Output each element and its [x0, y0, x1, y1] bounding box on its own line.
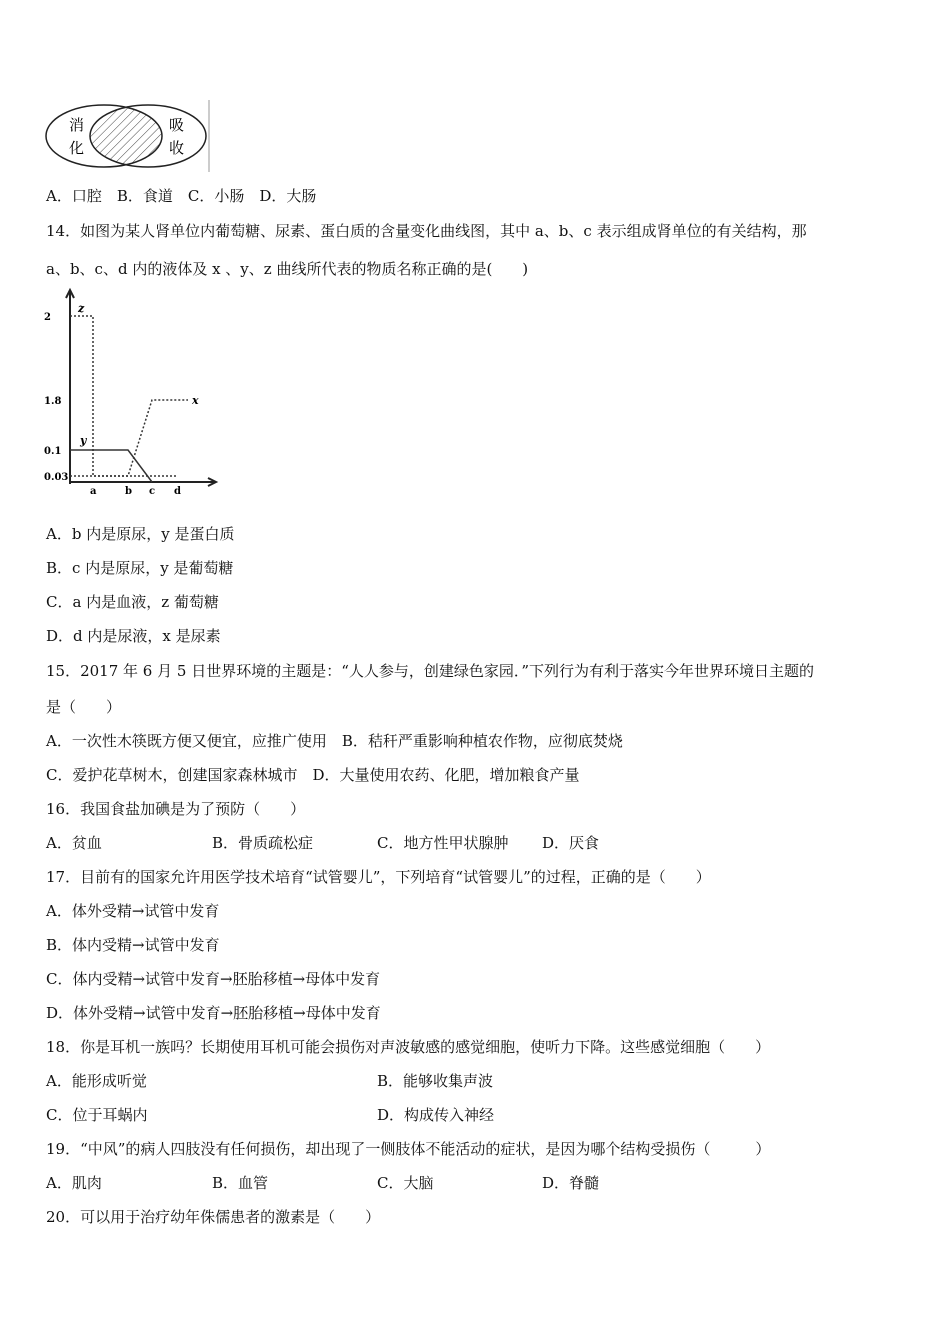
q19-option-b: B．血管	[212, 1174, 269, 1192]
x-tick-label-a: a	[90, 486, 97, 496]
series-line-x	[70, 400, 188, 476]
q19-option-a: A．肌肉	[46, 1174, 102, 1192]
q16-option-a: A．贫血	[46, 834, 102, 852]
q16-stem: 16．我国食盐加碘是为了预防（ ）	[46, 800, 306, 818]
venn-right-label-1: 吸	[169, 116, 185, 134]
q18-option-d: D．构成传入神经	[377, 1106, 495, 1124]
q17-option-a: A．体外受精→试管中发育	[46, 902, 220, 920]
q16-option-b: B．骨质疏松症	[212, 834, 314, 852]
q17-option-d: D．体外受精→试管中发育→胚胎移植→母体中发育	[46, 1004, 381, 1022]
series-label-y: y	[80, 434, 87, 447]
x-tick-label-c: c	[149, 486, 156, 496]
q16-option-c: C．地方性甲状腺肿	[377, 834, 509, 852]
venn-left-label-2: 化	[69, 139, 85, 157]
q15-options-line1: A．一次性木筷既方便又便宜，应推广使用 B．秸秆严重影响种植农作物，应彻底焚烧	[46, 732, 623, 750]
q18-option-a: A．能形成听觉	[46, 1072, 147, 1090]
series-line-z	[70, 316, 177, 476]
q18-stem: 18．你是耳机一族吗？长期使用耳机可能会损伤对声波敏感的感觉细胞，使听力下降。这些感觉细胞（ ）	[46, 1038, 771, 1056]
series-label-x: x	[192, 394, 199, 407]
q16-option-d: D．厌食	[542, 834, 600, 852]
q14-option-d: D．d 内是尿液，x 是尿素	[46, 627, 221, 645]
q15-stem-line1: 15．2017 年 6 月 5 日世界环境的主题是：“人人参与，创建绿色家园．”下列行为有利于落实今年世界环境日主题的	[46, 662, 815, 680]
q14-stem-line1: 14．如图为某人肾单位内葡萄糖、尿素、蛋白质的含量变化曲线图，其中 a、b、c 表示组成肾单位的有关结构，那	[46, 222, 807, 240]
q13-options: A．口腔 B．食道 C．小肠 D．大肠	[46, 187, 317, 205]
y-tick-label-2: 0.1	[44, 446, 62, 457]
q14-option-b: B．c 内是原尿，y 是葡萄糖	[46, 559, 234, 577]
series-line-y	[70, 450, 152, 482]
q14-stem-line2: a、b、c、d 内的液体及 x 、y、z 曲线所代表的物质名称正确的是( )	[46, 260, 529, 278]
x-tick-label-b: b	[125, 486, 132, 496]
venn-diagram	[44, 98, 212, 174]
q19-option-c: C．大脑	[377, 1174, 434, 1192]
q20-stem: 20．可以用于治疗幼年侏儒患者的激素是（ ）	[46, 1208, 381, 1226]
x-tick-label-d: d	[174, 486, 181, 496]
q19-option-d: D．脊髓	[542, 1174, 600, 1192]
q14-option-a: A．b 内是原尿，y 是蛋白质	[46, 525, 235, 543]
y-tick-label-0: 2	[44, 312, 51, 323]
q18-option-c: C．位于耳蜗内	[46, 1106, 148, 1124]
concentration-chart	[40, 284, 230, 496]
q17-option-b: B．体内受精→试管中发育	[46, 936, 220, 954]
q17-option-c: C．体内受精→试管中发育→胚胎移植→母体中发育	[46, 970, 381, 988]
venn-left-label-1: 消	[69, 116, 85, 134]
q18-option-b: B．能够收集声波	[377, 1072, 494, 1090]
q15-stem-line2: 是（ ）	[46, 698, 122, 716]
q14-option-c: C．a 内是血液，z 葡萄糖	[46, 593, 219, 611]
y-tick-label-1: 1.8	[44, 396, 62, 407]
series-label-z: z	[78, 302, 85, 315]
q17-stem: 17．目前有的国家允许用医学技术培育“试管婴儿”，下列培育“试管婴儿”的过程，正确的是（ ）	[46, 868, 711, 886]
q15-options-line2: C．爱护花草树木，创建国家森林城市 D．大量使用农药、化肥，增加粮食产量	[46, 766, 580, 784]
y-tick-label-3: 0.03	[44, 472, 69, 483]
venn-right-label-2: 收	[169, 139, 185, 157]
q19-stem: 19．“中风”的病人四肢没有任何损伤，却出现了一侧肢体不能活动的症状，是因为哪个结构受损伤（ ）	[46, 1140, 771, 1158]
